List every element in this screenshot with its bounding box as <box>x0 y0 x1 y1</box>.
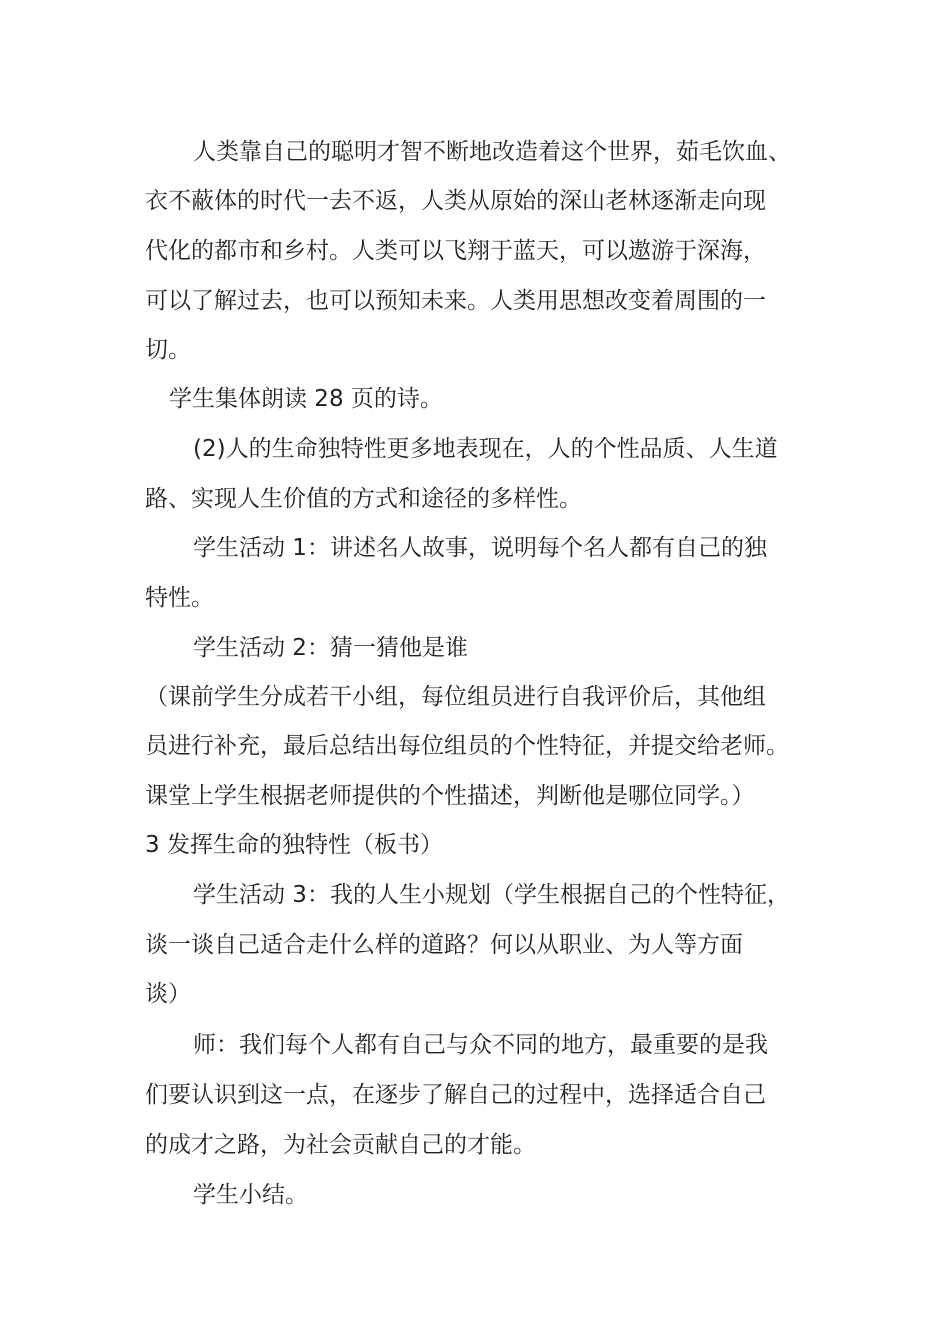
paragraph-line: 切。 <box>145 337 191 363</box>
paragraph-line: 谈一谈自己适合走什么样的道路？何以从职业、为人等方面 <box>145 932 743 958</box>
paragraph-line: (2)人的生命独特性更多地表现在，人的个性品质、人生道 <box>193 436 778 462</box>
paragraph-line: 谈） <box>145 981 191 1007</box>
paragraph-line: 3 发挥生命的独特性（板书） <box>145 832 443 858</box>
paragraph-line: 路、实现人生价值的方式和途径的多样性。 <box>145 486 582 512</box>
paragraph-line: 衣不蔽体的时代一去不返，人类从原始的深山老林逐渐走向现 <box>145 188 766 214</box>
paragraph-line: 学生活动 3：我的人生小规划（学生根据自己的个性特征， <box>193 882 790 908</box>
paragraph-line: 的成才之路，为社会贡献自己的才能。 <box>145 1132 536 1158</box>
paragraph-line: 学生活动 1：讲述名人故事，说明每个名人都有自己的独 <box>193 535 767 561</box>
paragraph-line: 代化的都市和乡村。人类可以飞翔于蓝天，可以遨游于深海， <box>145 238 766 264</box>
paragraph-line: 课堂上学生根据老师提供的个性描述，判断他是哪位同学。） <box>145 783 755 809</box>
paragraph-line: 学生小结。 <box>193 1182 308 1208</box>
paragraph-line: 学生活动 2：猜一猜他是谁 <box>193 635 468 661</box>
paragraph-line: 学生集体朗读 28 页的诗。 <box>169 386 443 412</box>
paragraph-line: 师：我们每个人都有自己与众不同的地方，最重要的是我 <box>193 1032 768 1058</box>
paragraph-line: 人类靠自己的聪明才智不断地改造着这个世界，茹毛饮血、 <box>193 139 791 165</box>
paragraph-line: 员进行补充，最后总结出每位组员的个性特征，并提交给老师。 <box>145 733 789 759</box>
paragraph-line: 可以了解过去，也可以预知未来。人类用思想改变着周围的一 <box>145 288 766 314</box>
paragraph-line: 特性。 <box>145 585 214 611</box>
paragraph-line: 们要认识到这一点，在逐步了解自己的过程中，选择适合自己 <box>145 1082 766 1108</box>
paragraph-line: （课前学生分成若干小组，每位组员进行自我评价后，其他组 <box>145 684 766 710</box>
